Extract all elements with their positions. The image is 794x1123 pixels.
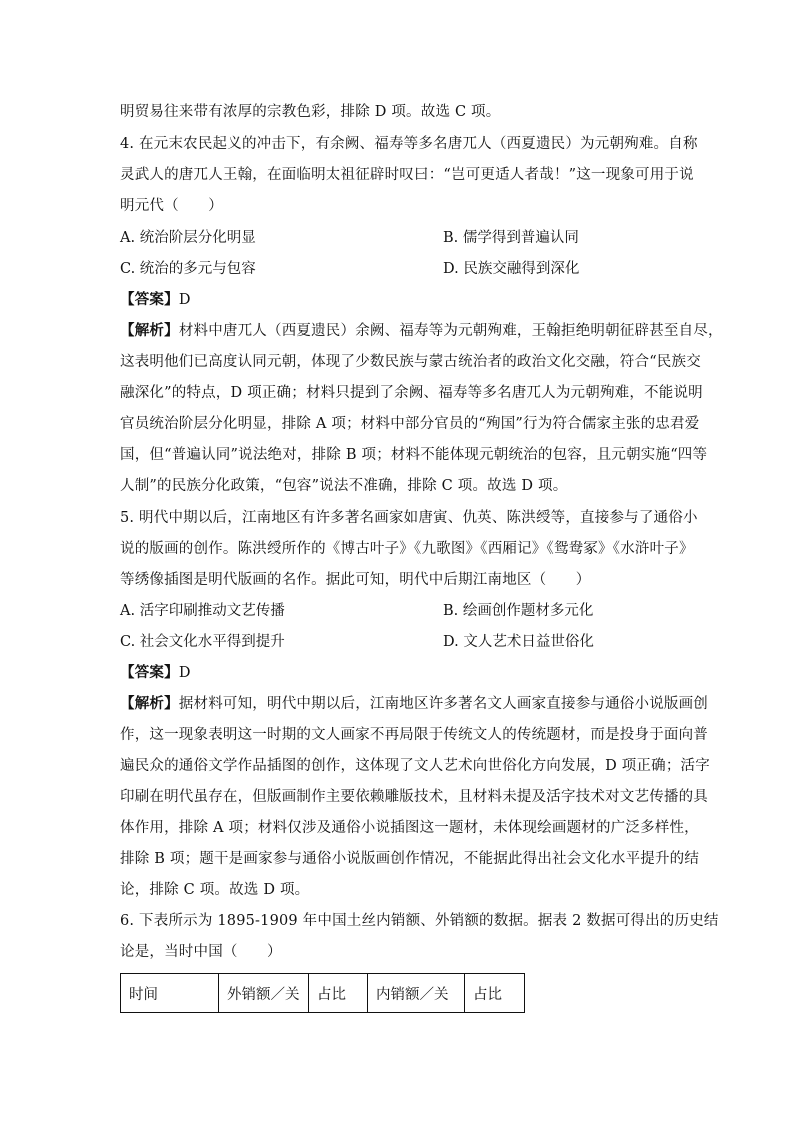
analysis-text: 据材料可知，明代中期以后，江南地区许多著名文人画家直接参与通俗小说版画创 (178, 696, 709, 712)
q5-analysis-line-4: 印刷在明代虽存在，但版画制作主要依赖雕版技术，且材料未提及活字技术对文艺传播的具 (120, 789, 708, 805)
q4-analysis-line-2: 这表明他们已高度认同元朝，体现了少数民族与蒙古统治者的政治文化交融，符合“民族交 (120, 354, 701, 370)
q6-stem-line-1: 6. 下表所示为 1895-1909 年中国土丝内销额、外销额的数据。据表 2 数据可得出的历史结 (120, 913, 719, 929)
q4-stem-line-2: 灵武人的唐兀人王翰，在面临明太祖征辟时叹曰：“岂可更适人者哉！”这一现象可用于说 (120, 167, 694, 183)
table-header-cell: 时间 (121, 974, 219, 1013)
q4-option-d: D. 民族交融得到深化 (443, 261, 580, 277)
table-header-cell: 占比 (465, 974, 525, 1013)
q4-stem-line-3: 明元代（ ） (120, 198, 223, 214)
q4-analysis-line-1 (120, 321, 723, 341)
answer-value: D (178, 292, 191, 308)
q4-option-a: A. 统治阶层分化明显 (120, 230, 256, 246)
analysis-tag: 【解析】 (120, 695, 179, 712)
q5-analysis-line-5: 体作用，排除 A 项；材料仅涉及通俗小说插图这一题材，未体现绘画题材的广泛多样性， (120, 820, 699, 836)
q4-analysis-line-6: 人制”的民族分化政策，“包容”说法不准确，排除 C 项。故选 D 项。 (120, 478, 568, 494)
previous-analysis-tail: 明贸易往来带有浓厚的宗教色彩，排除 D 项。故选 C 项。 (120, 104, 501, 120)
q5-analysis-line-3: 遍民众的通俗文学作品插图的创作，这体现了文人艺术向世俗化方向发展，D 项正确；活字 (120, 758, 710, 774)
q5-option-c: C. 社会文化水平得到提升 (120, 634, 285, 650)
q4-analysis-line-3: 融深化”的特点，D 项正确；材料只提到了余阙、福寿等多名唐兀人为元朝殉难，不能说明 (120, 385, 703, 401)
q4-answer (120, 290, 680, 310)
q5-analysis-line-2: 作，这一现象表明这一时期的文人画家不再局限于传统文人的传统题材，而是投身于面向普 (120, 727, 708, 743)
answer-value: D (178, 665, 191, 681)
q5-answer (120, 663, 680, 683)
q4-option-c: C. 统治的多元与包容 (120, 261, 256, 277)
q4-analysis-line-5: 国，但“普遍认同”说法绝对，排除 B 项；材料不能体现元朝统治的包容，且元朝实施“四等 (120, 447, 708, 463)
q5-option-b: B. 绘画创作题材多元化 (443, 603, 594, 619)
q5-stem-line-1: 5. 明代中期以后，江南地区有许多著名画家如唐寅、仇英、陈洪绶等，直接参与了通俗小 (120, 510, 698, 526)
q4-stem-line-1: 4. 在元末农民起义的冲击下，有余阙、福寿等多名唐兀人（西夏遗民）为元朝殉难。自称 (120, 136, 698, 152)
table-header-row (121, 974, 525, 1013)
q5-option-d: D. 文人艺术日益世俗化 (443, 634, 594, 650)
answer-tag: 【答案】 (120, 664, 179, 681)
q5-stem-line-3: 等绣像插图是明代版画的名作。据此可知，明代中后期江南地区（ ） (120, 572, 591, 588)
q5-option-a: A. 活字印刷推动文艺传播 (120, 603, 285, 619)
q5-analysis-line-1 (120, 694, 709, 714)
q5-analysis-line-7: 论，排除 C 项。故选 D 项。 (120, 882, 310, 898)
q4-option-b: B. 儒学得到普遍认同 (443, 230, 579, 246)
table-header-cell: 外销额／关 (219, 974, 309, 1013)
table-header-cell: 占比 (309, 974, 368, 1013)
q4-analysis-line-4: 官员统治阶层分化明显，排除 A 项；材料中部分官员的“殉国”行为符合儒家主张的忠君爱 (120, 416, 700, 432)
analysis-text: 材料中唐兀人（西夏遗民）余阙、福寿等为元朝殉难，王翰拒绝明朝征辟甚至自尽， (178, 323, 723, 339)
q5-analysis-line-6: 排除 B 项；题干是画家参与通俗小说版画创作情况，不能据此得出社会文化水平提升的结 (120, 851, 700, 867)
q5-stem-line-2: 说的版画的创作。陈洪绶所作的《博古叶子》《九歌图》《西厢记》《鸳鸯冢》《水浒叶子》 (120, 541, 694, 557)
q6-stem-line-2: 论是，当时中国（ ） (120, 944, 282, 960)
table-header-cell: 内销额／关 (368, 974, 465, 1013)
silk-sales-table (120, 973, 525, 1013)
answer-tag: 【答案】 (120, 291, 179, 308)
analysis-tag: 【解析】 (120, 322, 179, 339)
